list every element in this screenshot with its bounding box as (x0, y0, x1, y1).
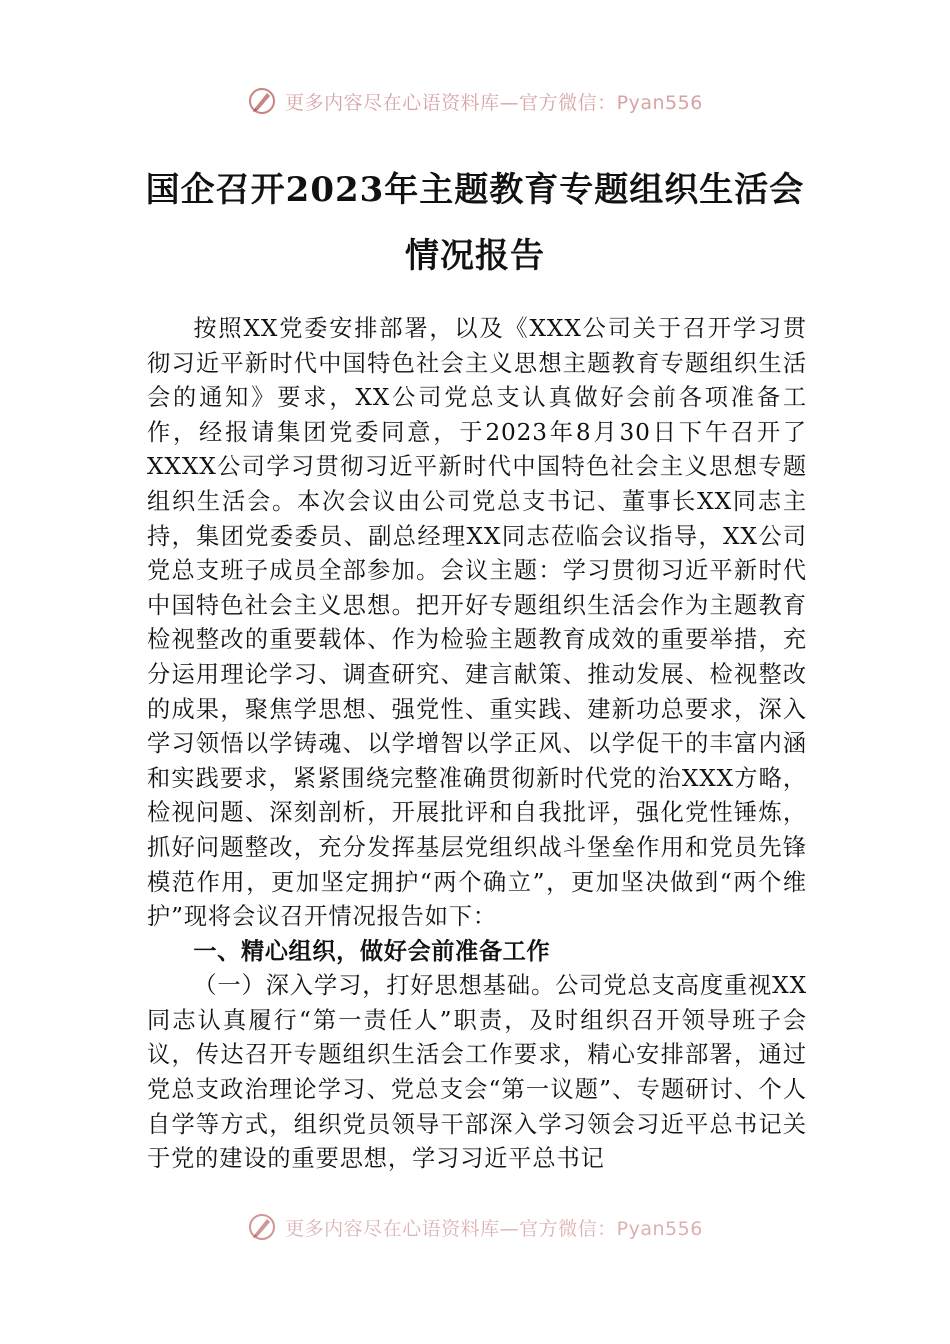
section1-paragraph-text: 公司党总支高度重视XX同志认真履行“第一责任人”职责，及时组织召开领导班子会议，传达召开专题组织生活会工作要求，精心安排部署，通过党总支政治理论学习、党总支会“第一议题”、专题研讨、个人自学等方式，组织党员领导干部深入学习领会习近平总书记关于党的建设的重要思想，学习习近平总书记 (147, 972, 807, 1173)
watermark-header (0, 86, 950, 116)
watermark-text: 更多内容尽在心语资料库—官方微信：Pyan556 (285, 91, 703, 114)
quill-pen-logo-icon (247, 1212, 277, 1242)
quill-pen-logo-icon (247, 86, 277, 116)
section1-paragraph (147, 969, 807, 1177)
section1-sub-heading: （一）深入学习，打好思想基础。 (193, 972, 556, 1000)
watermark-footer (0, 1212, 950, 1242)
document-title-line2: 情况报告 (405, 236, 545, 276)
intro-paragraph: 按照XX党委安排部署，以及《XXX公司关于召开学习贯彻习近平新时代中国特色社会主义思想主题教育专题组织生活会的通知》要求，XX公司党总支认真做好会前各项准备工作，经报请集团党委同意，于2023年8月30日下午召开了XXXX公司学习贯彻习近平新时代中国特色社会主义思想专题组织生活会。本次会议由公司党总支书记、董事长XX同志主持，集团党委委员、副总经理XX同志莅临会议指导，XX公司党总支班子成员全部参加。会议主题：学习贯彻习近平新时代中国特色社会主义思想。把开好专题组织生活会作为主题教育检视整改的重要载体、作为检验主题教育成效的重要举措，充分运用理论学习、调查研究、建言献策、推动发展、检视整改的成果，聚焦学思想、强党性、重实践、建新功总要求，深入学习领悟以学铸魂、以学增智以学正风、以学促干的丰富内涵和实践要求，紧紧围绕完整准确贯彻新时代党的治XXX方略，检视问题、深刻剖析，开展批评和自我批评，强化党性锤炼，抓好问题整改，充分发挥基层党组织战斗堡垒作用和党员先锋模范作用，更加坚定拥护“两个确立”，更加坚决做到“两个维护”现将会议召开情况报告如下： (147, 315, 807, 931)
watermark-text: 更多内容尽在心语资料库—官方微信：Pyan556 (285, 1217, 703, 1240)
section1-heading: 一、精心组织，做好会前准备工作 (193, 937, 551, 965)
document-body (147, 312, 807, 1177)
document-title-line1: 国企召开2023年主题教育专题组织生活会 (145, 170, 805, 210)
